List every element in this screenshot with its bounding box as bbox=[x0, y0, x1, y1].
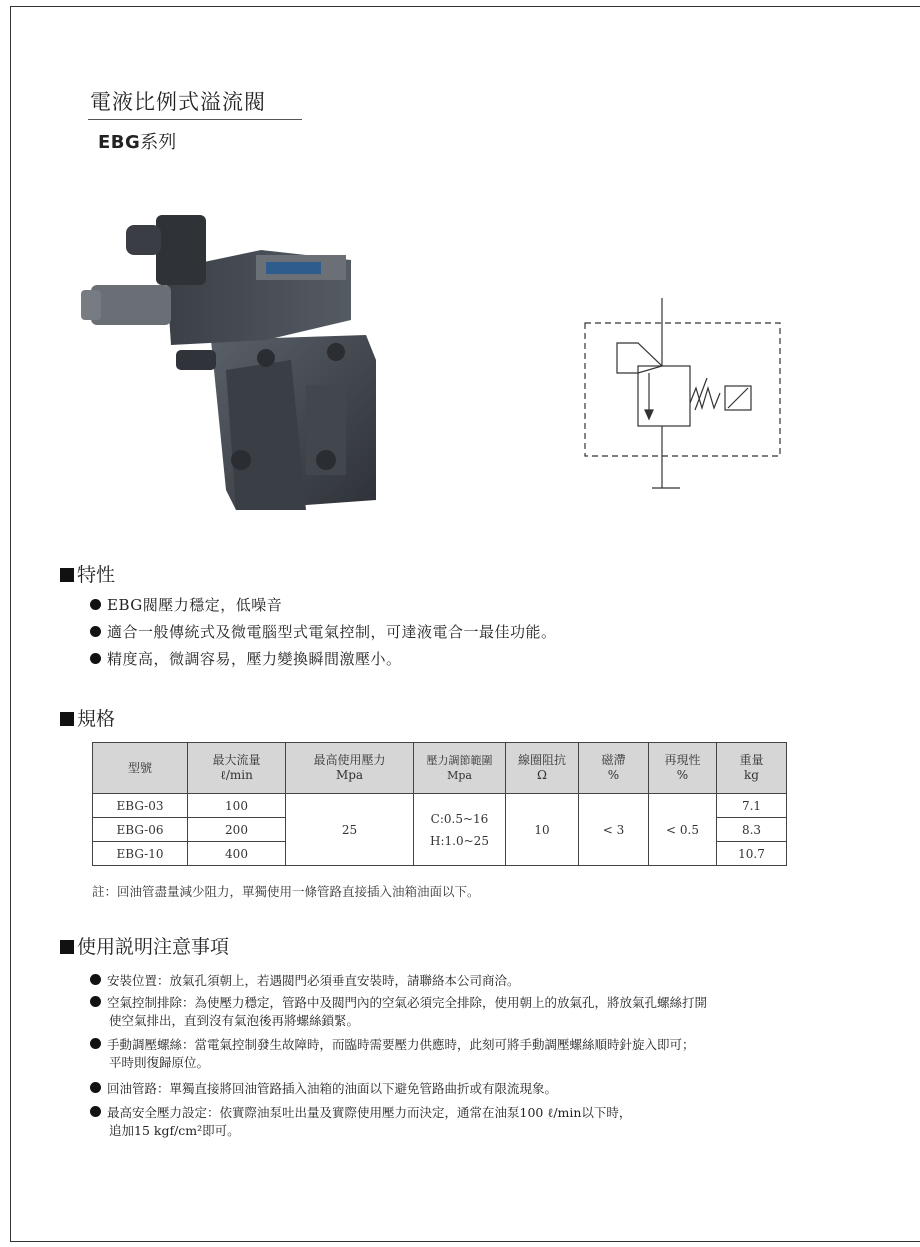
cell-weight: 7.1 bbox=[717, 794, 787, 818]
cell-hysteresis: < 3 bbox=[579, 794, 649, 866]
cell-weight: 10.7 bbox=[717, 842, 787, 866]
usage-item bbox=[90, 1036, 695, 1072]
features-heading bbox=[60, 560, 115, 587]
bullet-icon bbox=[90, 1038, 101, 1049]
bullet-icon bbox=[90, 1082, 101, 1093]
usage-text: 安裝位置：放氣孔須朝上，若遇閥門必須垂直安裝時，請聯絡本公司商洽。 bbox=[107, 973, 520, 988]
usage-text-cont: 平時則復歸原位。 bbox=[109, 1055, 210, 1070]
usage-text-cont: 使空氣排出，直到沒有氣泡後再將螺絲鎖緊。 bbox=[109, 1013, 360, 1028]
bullet-icon bbox=[90, 599, 101, 610]
table-row bbox=[93, 794, 787, 818]
header-flow: 最大流量 ℓ/min bbox=[188, 743, 286, 794]
usage-text: 空氣控制排除：為使壓力穩定，管路中及閥門內的空氣必須完全排除，使用朝上的放氣孔，將放氣孔螺絲打開 bbox=[107, 995, 708, 1010]
feature-text: EBG閥壓力穩定，低噪音 bbox=[107, 596, 283, 614]
header-coil: 線圈阻抗 Ω bbox=[506, 743, 579, 794]
hydraulic-symbol bbox=[580, 298, 790, 498]
square-bullet-icon bbox=[60, 712, 74, 726]
page-title: 電液比例式溢流閥 bbox=[90, 90, 266, 114]
series-code: EBG bbox=[98, 132, 141, 153]
usage-item bbox=[90, 1104, 631, 1140]
header-model: 型號 bbox=[93, 743, 188, 794]
cell-range: C:0.5~16 H:1.0~25 bbox=[414, 794, 506, 866]
usage-text: 手動調壓螺絲：當電氣控制發生故障時，而臨時需要壓力供應時，此刻可將手動調壓螺絲順時針旋入即可； bbox=[107, 1037, 695, 1052]
usage-heading-text: 使用説明注意事項 bbox=[77, 936, 230, 958]
usage-text: 回油管路：單獨直接將回油管路插入油箱的油面以下避免管路曲折或有限流現象。 bbox=[107, 1081, 558, 1096]
feature-item bbox=[90, 648, 402, 669]
cell-repeatability: < 0.5 bbox=[649, 794, 717, 866]
square-bullet-icon bbox=[60, 568, 74, 582]
table-note: 註：回油管盡量減少阻力，單獨使用一條管路直接插入油箱油面以下。 bbox=[92, 884, 480, 899]
usage-item bbox=[90, 972, 520, 990]
valve-photo bbox=[76, 210, 376, 520]
usage-item bbox=[90, 1080, 557, 1098]
header-range: 壓力調節範圍 Mpa bbox=[414, 743, 506, 794]
bullet-icon bbox=[90, 974, 101, 985]
cell-max-pressure: 25 bbox=[286, 794, 414, 866]
bullet-icon bbox=[90, 996, 101, 1007]
cell-coil: 10 bbox=[506, 794, 579, 866]
spec-table bbox=[92, 742, 787, 866]
usage-text: 最高安全壓力設定：依實際油泵吐出量及實際使用壓力而決定，通常在油泵100 ℓ/min以下時， bbox=[107, 1105, 632, 1120]
header-repeatability: 再現性 % bbox=[649, 743, 717, 794]
cell-model: EBG-06 bbox=[93, 818, 188, 842]
feature-text: 精度高，微調容易，壓力變換瞬間激壓小。 bbox=[107, 650, 402, 668]
bullet-icon bbox=[90, 1106, 101, 1117]
cell-flow: 100 bbox=[188, 794, 286, 818]
header-weight: 重量 kg bbox=[717, 743, 787, 794]
feature-item bbox=[90, 621, 557, 642]
header-max-pressure: 最高使用壓力 Mpa bbox=[286, 743, 414, 794]
features-heading-text: 特性 bbox=[77, 564, 116, 586]
usage-text-cont: 追加15 kgf/cm²即可。 bbox=[109, 1123, 240, 1138]
cell-flow: 200 bbox=[188, 818, 286, 842]
title-underline bbox=[88, 119, 302, 120]
usage-item bbox=[90, 994, 707, 1030]
feature-text: 適合一般傳統式及微電腦型式電氣控制，可達液電合一最佳功能。 bbox=[107, 623, 557, 641]
feature-item bbox=[90, 594, 282, 615]
cell-flow: 400 bbox=[188, 842, 286, 866]
bullet-icon bbox=[90, 626, 101, 637]
series-label bbox=[98, 128, 176, 154]
cell-model: EBG-03 bbox=[93, 794, 188, 818]
cell-weight: 8.3 bbox=[717, 818, 787, 842]
spec-heading bbox=[60, 704, 115, 731]
table-header-row bbox=[93, 743, 787, 794]
spec-heading-text: 規格 bbox=[77, 708, 116, 730]
cell-model: EBG-10 bbox=[93, 842, 188, 866]
series-suffix: 系列 bbox=[140, 132, 177, 153]
header-hysteresis: 磁滯 % bbox=[579, 743, 649, 794]
bullet-icon bbox=[90, 653, 101, 664]
usage-heading bbox=[60, 932, 229, 959]
square-bullet-icon bbox=[60, 940, 74, 954]
